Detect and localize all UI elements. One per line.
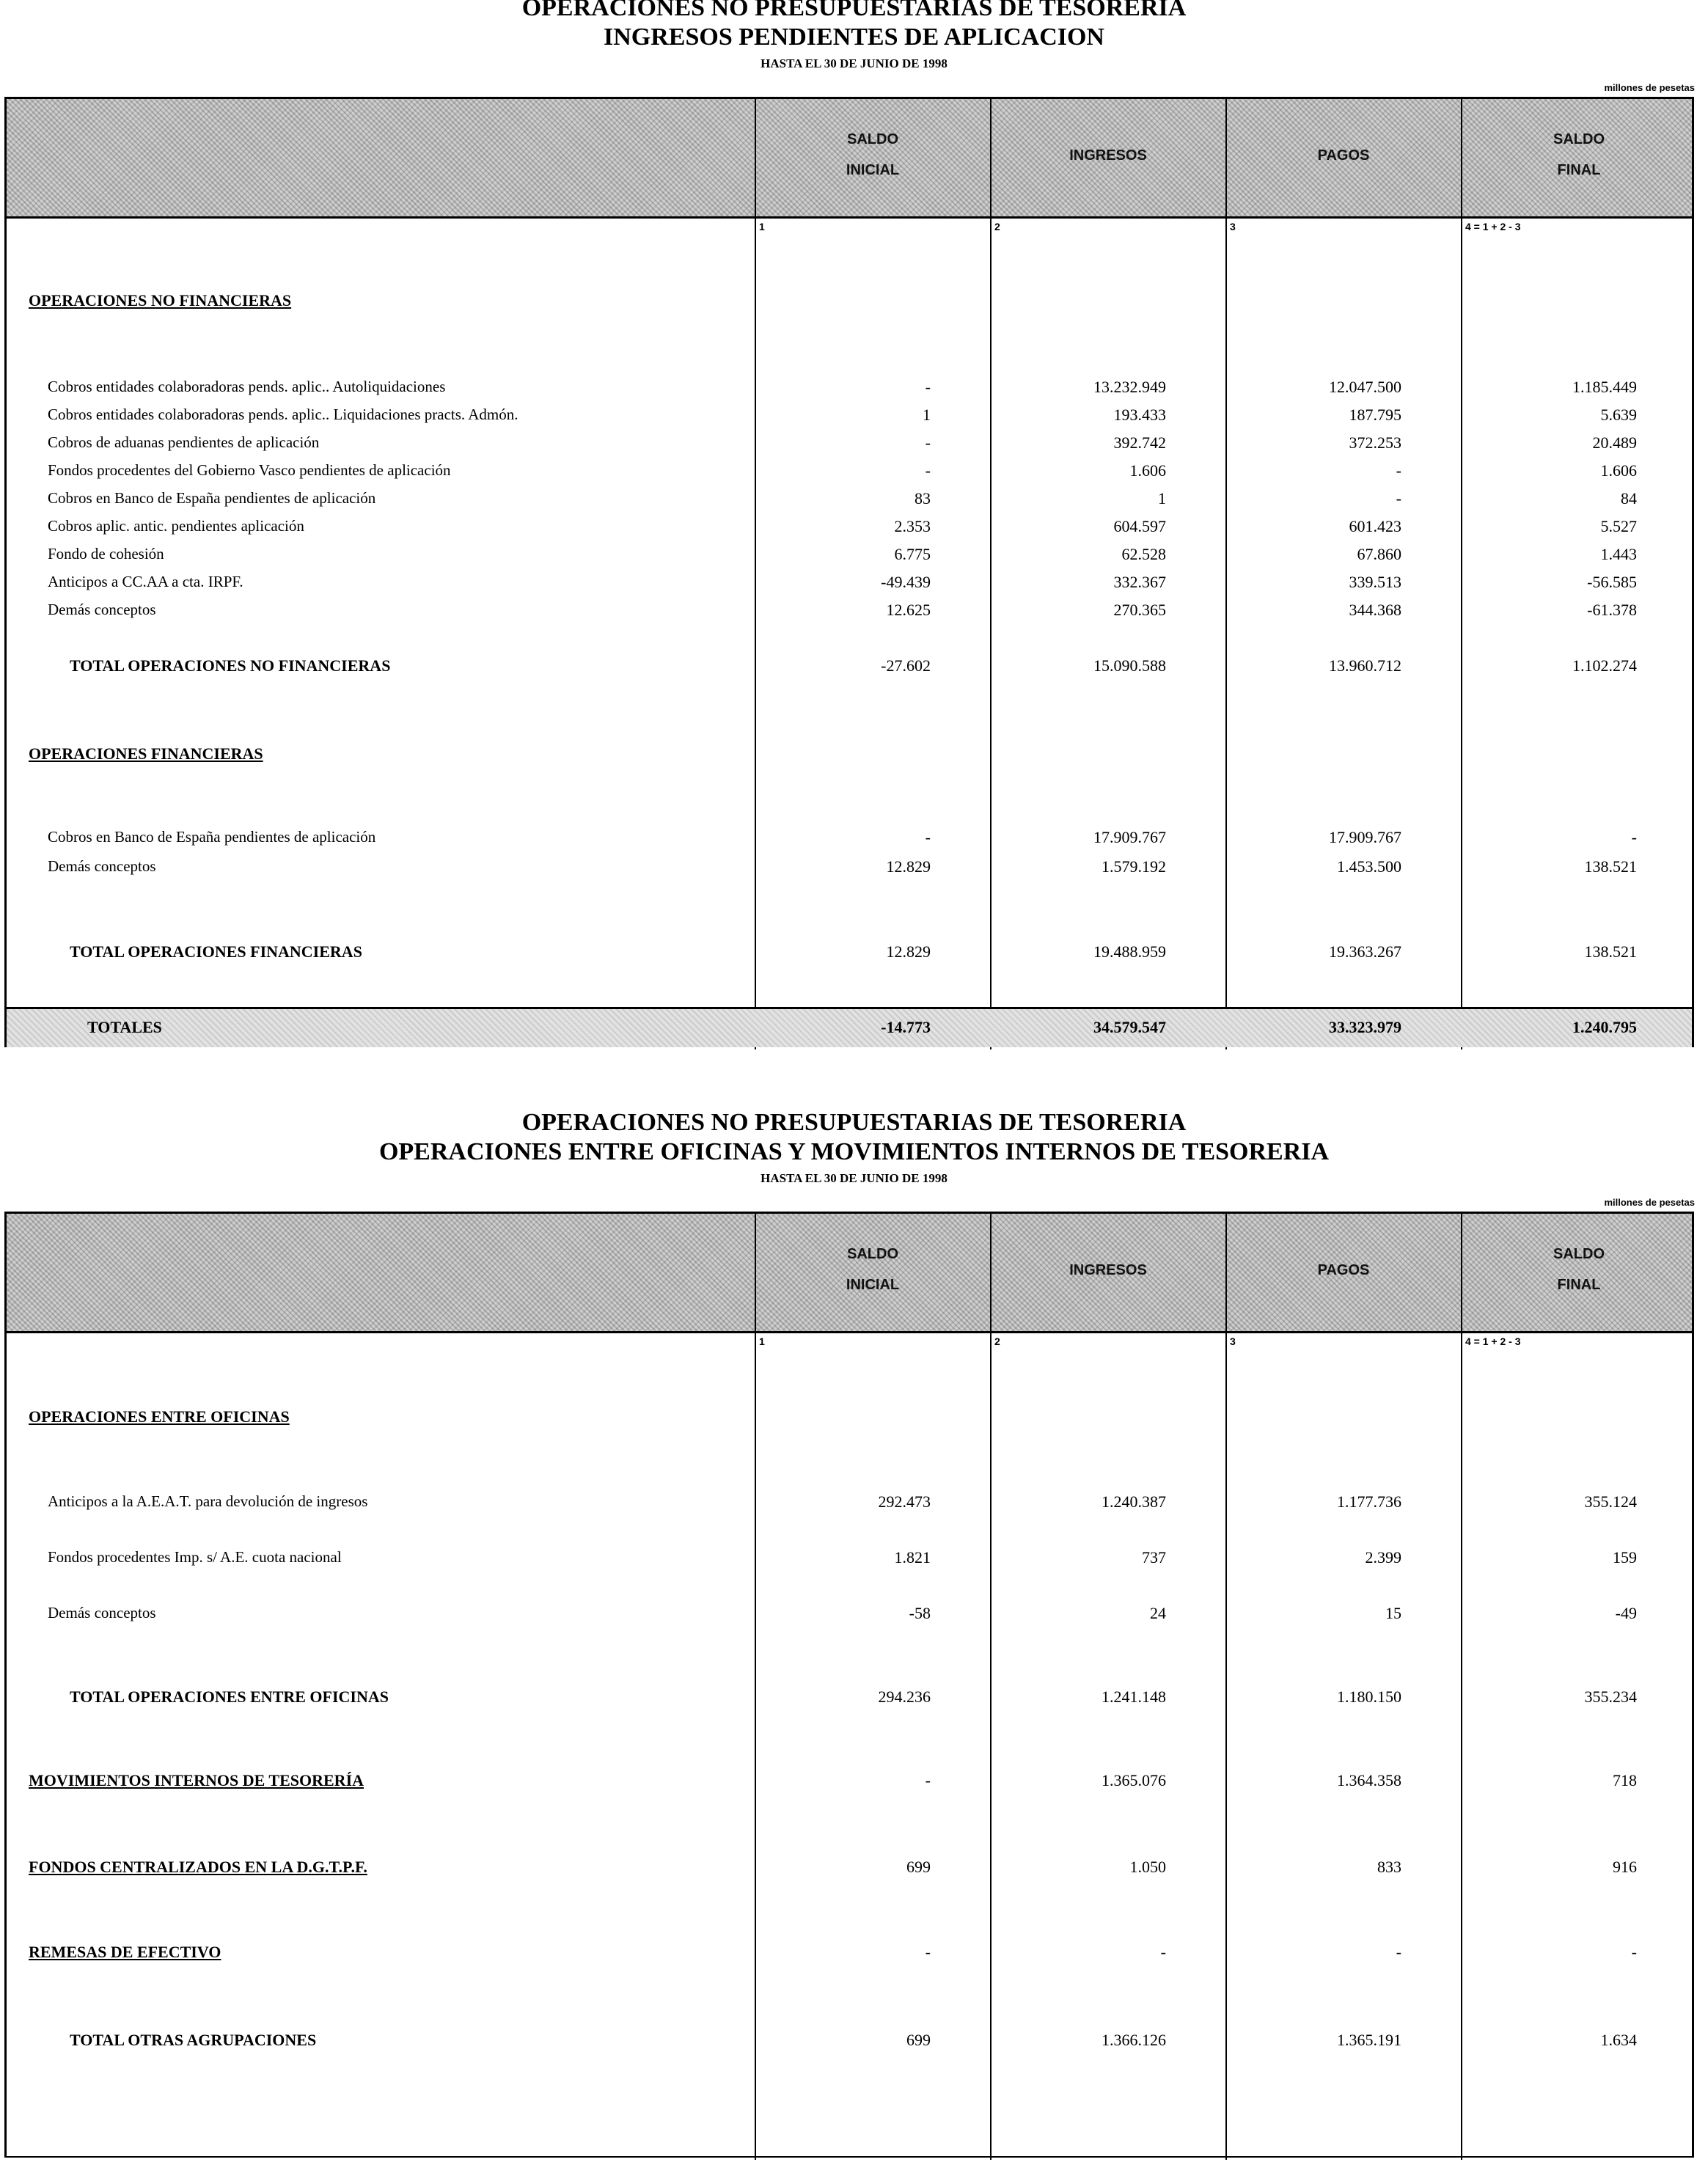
row-label: Cobros entidades colaboradoras pends. aplic.. Autoliquidaciones	[48, 378, 446, 395]
cell-ingresos: 15.090.588	[1093, 656, 1166, 675]
row-label: Cobros entidades colaboradoras pends. aplic.. Liquidaciones practs. Admón.	[48, 406, 518, 423]
cell-saldo-inicial: 2.353	[894, 517, 931, 535]
row-label: Fondo de cohesión	[48, 545, 164, 563]
row-label: Cobros en Banco de España pendientes de aplicación	[48, 489, 376, 507]
colnum: 3	[1230, 1335, 1236, 1347]
row-label: Cobros aplic. antic. pendientes aplicación	[48, 517, 304, 535]
table1-subtitle: INGRESOS PENDIENTES DE APLICACION	[604, 23, 1104, 51]
header-pagos: PAGOS	[1317, 147, 1370, 164]
cell-pagos: 67.860	[1357, 545, 1401, 563]
cell-pagos: -	[1396, 1943, 1401, 1961]
table1	[4, 97, 1694, 1047]
section-heading: OPERACIONES FINANCIERAS	[29, 744, 263, 763]
cell-pagos: 17.909.767	[1329, 828, 1401, 846]
table2	[4, 1212, 1694, 2158]
table1-title: OPERACIONES NO PRESUPUESTARIAS DE TESORERIA	[521, 0, 1187, 21]
cell-ingresos: 1	[1158, 489, 1166, 507]
total-label: TOTAL OPERACIONES FINANCIERAS	[70, 942, 362, 961]
cell-saldo-inicial: -49.439	[881, 573, 931, 591]
cell-saldo-final: 1.240.795	[1572, 1018, 1637, 1036]
cell-saldo-inicial: 1	[923, 406, 931, 424]
header-saldo-final: SALDO FINAL	[1553, 131, 1605, 178]
cell-ingresos: 737	[1142, 1548, 1166, 1566]
colnum: 2	[994, 1335, 1000, 1347]
cell-pagos: 1.453.500	[1337, 857, 1401, 876]
cell-saldo-inicial: 12.829	[886, 857, 931, 876]
cell-saldo-inicial: -	[925, 461, 931, 480]
cell-pagos: 601.423	[1349, 517, 1401, 535]
cell-ingresos: 1.366.126	[1102, 2031, 1166, 2049]
col-divider	[1461, 99, 1462, 1049]
cell-ingresos: 1.241.148	[1102, 1688, 1166, 1706]
cell-saldo-inicial: -	[925, 433, 931, 452]
cell-saldo-final: 1.443	[1600, 545, 1637, 563]
group-label: FONDOS CENTRALIZADOS EN LA D.G.T.P.F.	[29, 1858, 367, 1876]
colnum: 1	[759, 221, 765, 232]
header-ingresos: INGRESOS	[1069, 1262, 1147, 1278]
cell-ingresos: 392.742	[1113, 433, 1166, 452]
cell-pagos: 833	[1377, 1858, 1401, 1876]
cell-saldo-inicial: -58	[909, 1604, 931, 1622]
col-divider	[1225, 1214, 1227, 2160]
table2-units: millones de pesetas	[1604, 1197, 1695, 1208]
cell-saldo-inicial: -	[925, 378, 931, 396]
cell-saldo-final: 159	[1613, 1548, 1637, 1566]
cell-pagos: 15	[1385, 1604, 1401, 1622]
cell-saldo-inicial: 294.236	[878, 1688, 931, 1706]
group-label: REMESAS DE EFECTIVO	[29, 1943, 221, 1961]
cell-pagos: 1.364.358	[1337, 1771, 1401, 1789]
cell-pagos: 12.047.500	[1329, 378, 1401, 396]
totales-row	[7, 1007, 1692, 1047]
cell-ingresos: 1.579.192	[1102, 857, 1166, 876]
cell-saldo-final: 5.639	[1600, 406, 1637, 424]
cell-saldo-final: -49	[1615, 1604, 1637, 1622]
cell-ingresos: 604.597	[1113, 517, 1166, 535]
cell-saldo-final: 138.521	[1584, 857, 1637, 876]
cell-pagos: -	[1396, 461, 1401, 480]
header-ingresos: INGRESOS	[1069, 147, 1147, 164]
group-label: MOVIMIENTOS INTERNOS DE TESORERÍA	[29, 1771, 364, 1789]
row-label: Fondos procedentes Imp. s/ A.E. cuota nacional	[48, 1548, 342, 1566]
cell-saldo-inicial: -	[925, 1771, 931, 1789]
col-divider	[755, 1214, 756, 2160]
cell-ingresos: 24	[1150, 1604, 1166, 1622]
cell-saldo-inicial: 6.775	[894, 545, 931, 563]
colnum: 4 = 1 + 2 - 3	[1465, 1335, 1521, 1347]
cell-ingresos: 1.050	[1129, 1858, 1166, 1876]
cell-saldo-inicial: 1.821	[894, 1548, 931, 1566]
table2-subtitle: OPERACIONES ENTRE OFICINAS Y MOVIMIENTOS INTERNOS DE TESORERIA	[378, 1138, 1330, 1165]
cell-pagos: 2.399	[1365, 1548, 1401, 1566]
cell-ingresos: 1.365.076	[1102, 1771, 1166, 1789]
cell-pagos: 19.363.267	[1329, 942, 1401, 961]
cell-pagos: 1.365.191	[1337, 2031, 1401, 2049]
cell-saldo-final: 20.489	[1592, 433, 1637, 452]
total-label: TOTAL OPERACIONES ENTRE OFICINAS	[70, 1688, 389, 1706]
colnum: 3	[1230, 221, 1236, 232]
table2-title: OPERACIONES NO PRESUPUESTARIAS DE TESORERIA	[521, 1109, 1187, 1136]
cell-saldo-final: 355.234	[1584, 1688, 1637, 1706]
cell-pagos: 1.177.736	[1337, 1492, 1401, 1511]
table1-header	[7, 99, 1692, 219]
header-pagos: PAGOS	[1317, 1262, 1370, 1278]
cell-saldo-inicial: -	[925, 1943, 931, 1961]
cell-ingresos: 19.488.959	[1093, 942, 1166, 961]
row-label: Anticipos a la A.E.A.T. para devolución de ingresos	[48, 1492, 368, 1510]
total-label: TOTAL OPERACIONES NO FINANCIERAS	[70, 656, 391, 675]
cell-saldo-inicial: 699	[906, 1858, 931, 1876]
row-label: Demás conceptos	[48, 1604, 156, 1622]
cell-saldo-final: 5.527	[1600, 517, 1637, 535]
row-label: Anticipos a CC.AA a cta. IRPF.	[48, 573, 243, 590]
cell-saldo-inicial: 699	[906, 2031, 931, 2049]
cell-saldo-final: -	[1631, 828, 1637, 846]
row-label: Cobros de aduanas pendientes de aplicación	[48, 433, 320, 451]
totales-label: TOTALES	[87, 1018, 162, 1036]
row-label: Demás conceptos	[48, 601, 156, 618]
col-divider	[1225, 99, 1227, 1049]
cell-saldo-inicial: 12.829	[886, 942, 931, 961]
cell-saldo-final: 355.124	[1584, 1492, 1637, 1511]
cell-saldo-final: -56.585	[1587, 573, 1637, 591]
section-heading: OPERACIONES ENTRE OFICINAS	[29, 1407, 290, 1426]
cell-ingresos: 13.232.949	[1093, 378, 1166, 396]
row-label: Fondos procedentes del Gobierno Vasco pendientes de aplicación	[48, 461, 451, 479]
cell-saldo-final: 718	[1613, 1771, 1637, 1789]
cell-ingresos: 34.579.547	[1093, 1018, 1166, 1036]
col-divider	[990, 99, 992, 1049]
col-divider	[1461, 1214, 1462, 2160]
row-label: Cobros en Banco de España pendientes de aplicación	[48, 828, 376, 846]
cell-ingresos: 332.367	[1113, 573, 1166, 591]
cell-saldo-final: 1.606	[1600, 461, 1637, 480]
cell-pagos: 339.513	[1349, 573, 1401, 591]
table2-date: HASTA EL 30 DE JUNIO DE 1998	[760, 1171, 948, 1185]
cell-saldo-final: -61.378	[1587, 601, 1637, 619]
cell-pagos: 13.960.712	[1329, 656, 1401, 675]
cell-ingresos: 193.433	[1113, 406, 1166, 424]
colnum: 2	[994, 221, 1000, 232]
cell-pagos: -	[1396, 489, 1401, 507]
col-divider	[990, 1214, 992, 2160]
section-heading: OPERACIONES NO FINANCIERAS	[29, 291, 292, 309]
row-label: Demás conceptos	[48, 857, 156, 875]
table1-date: HASTA EL 30 DE JUNIO DE 1998	[760, 56, 948, 70]
cell-saldo-final: 916	[1613, 1858, 1637, 1876]
cell-ingresos: 62.528	[1121, 545, 1166, 563]
cell-saldo-inicial: 292.473	[878, 1492, 931, 1511]
cell-pagos: 1.180.150	[1337, 1688, 1401, 1706]
cell-ingresos: -	[1160, 1943, 1166, 1961]
col-divider	[755, 99, 756, 1049]
cell-saldo-final: 84	[1621, 489, 1637, 507]
cell-saldo-inicial: 83	[915, 489, 931, 507]
cell-saldo-inicial: -	[925, 828, 931, 846]
cell-saldo-final: 1.185.449	[1572, 378, 1637, 396]
colnum: 1	[759, 1335, 765, 1347]
cell-saldo-inicial: -14.773	[881, 1018, 931, 1036]
cell-pagos: 187.795	[1349, 406, 1401, 424]
cell-saldo-inicial: 12.625	[886, 601, 931, 619]
table1-units: millones de pesetas	[1604, 82, 1695, 93]
cell-saldo-final: 138.521	[1584, 942, 1637, 961]
cell-saldo-final: -	[1631, 1943, 1637, 1961]
cell-saldo-final: 1.634	[1600, 2031, 1637, 2049]
header-saldo-inicial: SALDO INICIAL	[846, 1246, 900, 1293]
cell-ingresos: 1.240.387	[1102, 1492, 1166, 1511]
total-label: TOTAL OTRAS AGRUPACIONES	[70, 2031, 317, 2049]
cell-pagos: 33.323.979	[1329, 1018, 1401, 1036]
cell-saldo-final: 1.102.274	[1572, 656, 1637, 675]
table2-header	[7, 1214, 1692, 1333]
colnum: 4 = 1 + 2 - 3	[1465, 221, 1521, 232]
cell-pagos: 372.253	[1349, 433, 1401, 452]
cell-ingresos: 270.365	[1113, 601, 1166, 619]
header-saldo-inicial: SALDO INICIAL	[846, 131, 900, 178]
cell-ingresos: 17.909.767	[1093, 828, 1166, 846]
header-saldo-final: SALDO FINAL	[1553, 1246, 1605, 1293]
cell-pagos: 344.368	[1349, 601, 1401, 619]
cell-ingresos: 1.606	[1129, 461, 1166, 480]
cell-saldo-inicial: -27.602	[881, 656, 931, 675]
